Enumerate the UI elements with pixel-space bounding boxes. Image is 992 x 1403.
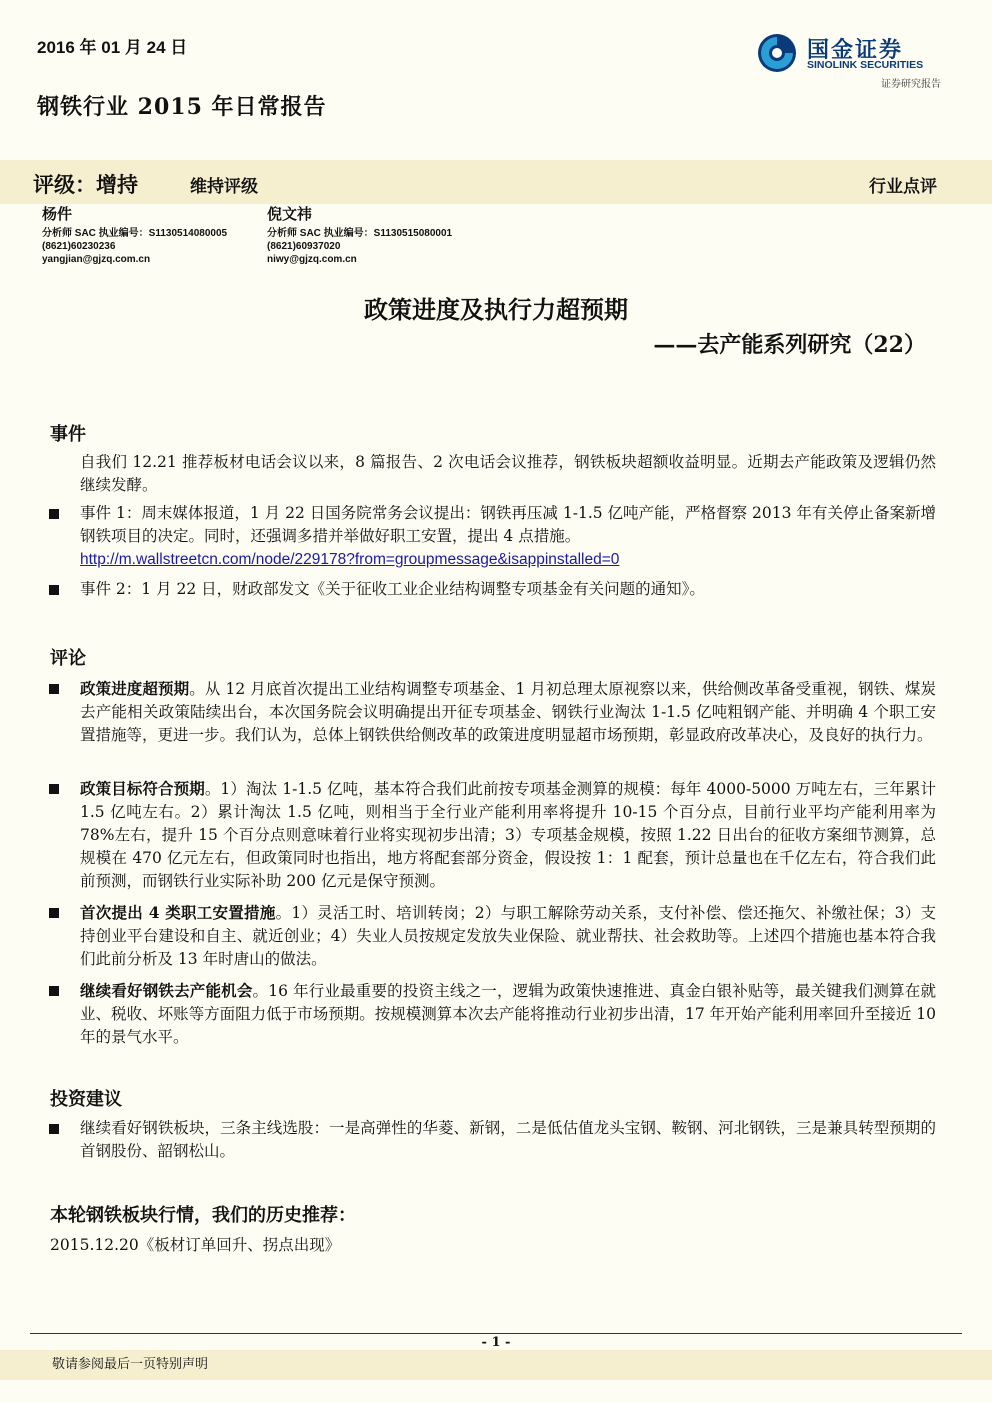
- section-heading-comment: 评论: [50, 648, 86, 669]
- event-intro: 自我们 12.21 推荐板材电话会议以来，8 篇报告、2 次电话会议推荐，钢铁板块超额收益明显。近期去产能政策及逻辑仍然继续发酵。: [80, 453, 936, 494]
- bullet-icon: [49, 986, 59, 996]
- comment-item-lead: 政策进度超预期: [80, 679, 190, 698]
- news-link[interactable]: http://m.wallstreetcn.com/node/229178?from=groupmessage&isappinstalled=0: [80, 551, 620, 568]
- bullet-icon: [49, 784, 59, 794]
- comment-item-text: 。16 年行业最重要的投资主线之一，逻辑为政策快速推进、真金白银补贴等，最关键我们测算在就业、税收、坏账等方面阻力低于市场预期。按规模测算本次去产能将推动行业初步出清，17 年开始产能利用率回升至接近 10 年的景气水平。: [80, 982, 936, 1046]
- footer-divider: [30, 1333, 962, 1334]
- section-heading-history: 本轮钢铁板块行情，我们的历史推荐：: [50, 1205, 356, 1226]
- comment-item: [80, 901, 936, 971]
- comment-item-lead: 继续看好钢铁去产能机会: [80, 981, 253, 1000]
- report-date: 2016 年 01 月 24 日: [37, 38, 188, 57]
- bullet-icon: [49, 684, 59, 694]
- comment-item: [80, 677, 936, 747]
- analyst-email[interactable]: niwy@gjzq.com.cn: [267, 254, 357, 265]
- analyst-name: 倪文祎: [267, 205, 313, 223]
- report-category: 行业点评: [869, 177, 937, 197]
- event-item-1-text: 事件 1：周末媒体报道，1 月 22 日国务院常务会议提出：钢铁再压减 1-1.5 亿吨产能，严格督察 2013 年有关停止备案新增钢铁项目的决定。同时，还强调多措并举做好职工安置，提出 4 点措施。: [80, 504, 936, 545]
- bullet-icon: [49, 585, 59, 595]
- history-item: 2015.12.20《板材订单回升、拐点出现》: [50, 1236, 341, 1254]
- comment-item-lead: 首次提出 4 类职工安置措施: [80, 903, 276, 922]
- comment-item-text: 。1）灵活工时、培训转岗；2）与职工解除劳动关系，支付补偿、偿还拖欠、补缴社保；3）支持创业平台建设和自主、就近创业；4）失业人员按规定发放失业保险、就业帮扶、社会救助等。上述四个措施也基本符合我们此前分析及 13 年时唐山的做法。: [80, 904, 936, 968]
- analyst-sac: 分析师 SAC 执业编号：S1130515080001: [267, 228, 453, 239]
- report-series-title: 钢铁行业 2015 年日常报告: [37, 94, 327, 120]
- comment-item: [80, 777, 936, 893]
- event-item-2: 事件 2：1 月 22 日，财政部发文《关于征收工业企业结构调整专项基金有关问题的通知》。: [80, 580, 705, 598]
- event-item-1: [80, 502, 936, 571]
- rating-bar: [0, 160, 992, 204]
- sinolink-logo-icon: [757, 33, 797, 73]
- comment-item-text: 。1）淘汰 1-1.5 亿吨，基本符合我们此前按专项基金测算的规模：每年 4000-5000 万吨左右，三年累计 1.5 亿吨左右。2）累计淘汰 1.5 亿吨，则相当于全行业产能利用率将提升 10-15 个百分点，目前行业平均产能利用率为 78%左右，提升 15 个百分点则意味着行业将实现初步出清；3）专项基金规模，按照 1.22 日出台的征收方案细节测算，总规模在 470 亿元左右，但政策同时也指出，地方将配套部分资金，假设按 1：1 配套，预计总量也在千亿左右，符合我们此前预测，而钢铁行业实际补助 200 亿元是保守预测。: [80, 780, 936, 890]
- comment-item: [80, 979, 936, 1049]
- analyst-card: [267, 205, 453, 266]
- section-heading-event: 事件: [50, 424, 86, 445]
- rating-label: 评级：增持: [33, 172, 138, 197]
- analyst-name: 杨件: [42, 205, 73, 223]
- bullet-icon: [49, 1124, 59, 1134]
- section-heading-advice: 投资建议: [50, 1089, 122, 1110]
- comment-item-text: 。从 12 月底首次提出工业结构调整专项基金、1 月初总理太原视察以来，供给侧改革备受重视，钢铁、煤炭去产能相关政策陆续出台，本次国务院会议明确提出开征专项基金、钢铁行业淘汰 1-1.5 亿吨粗钢产能、并明确 4 个职工安置措施等，更进一步。我们认为，总体上钢铁供给侧改革的政策进度明显超市场预期，彰显政府改革决心，及良好的执行力。: [80, 680, 936, 744]
- logo-subtitle: 证券研究报告: [881, 79, 941, 90]
- analyst-phone: (8621)60937020: [267, 241, 341, 252]
- analyst-email[interactable]: yangjian@gjzq.com.cn: [42, 254, 151, 265]
- bullet-icon: [49, 509, 59, 519]
- page-number: - 1 -: [481, 1335, 511, 1350]
- rating-maintain: 维持评级: [190, 177, 258, 197]
- company-logo: [757, 31, 943, 93]
- analyst-card: [42, 205, 228, 266]
- bullet-icon: [49, 908, 59, 918]
- comment-item-lead: 政策目标符合预期: [80, 779, 205, 798]
- analyst-sac: 分析师 SAC 执业编号：S1130514080005: [42, 228, 228, 239]
- logo-text-cn: 国金证券: [807, 37, 904, 63]
- analyst-phone: (8621)60230236: [42, 241, 116, 252]
- logo-text-en: SINOLINK SECURITIES: [807, 59, 924, 71]
- main-title: 政策进度及执行力超预期: [364, 295, 628, 324]
- footer-disclaimer: 敬请参阅最后一页特别声明: [52, 1357, 209, 1372]
- subtitle: ——去产能系列研究（22）: [653, 332, 926, 358]
- advice-text: 继续看好钢铁板块，三条主线选股：一是高弹性的华菱、新钢，二是低估值龙头宝钢、鞍钢、河北钢铁，三是兼具转型预期的首钢股份、韶钢松山。: [80, 1119, 936, 1160]
